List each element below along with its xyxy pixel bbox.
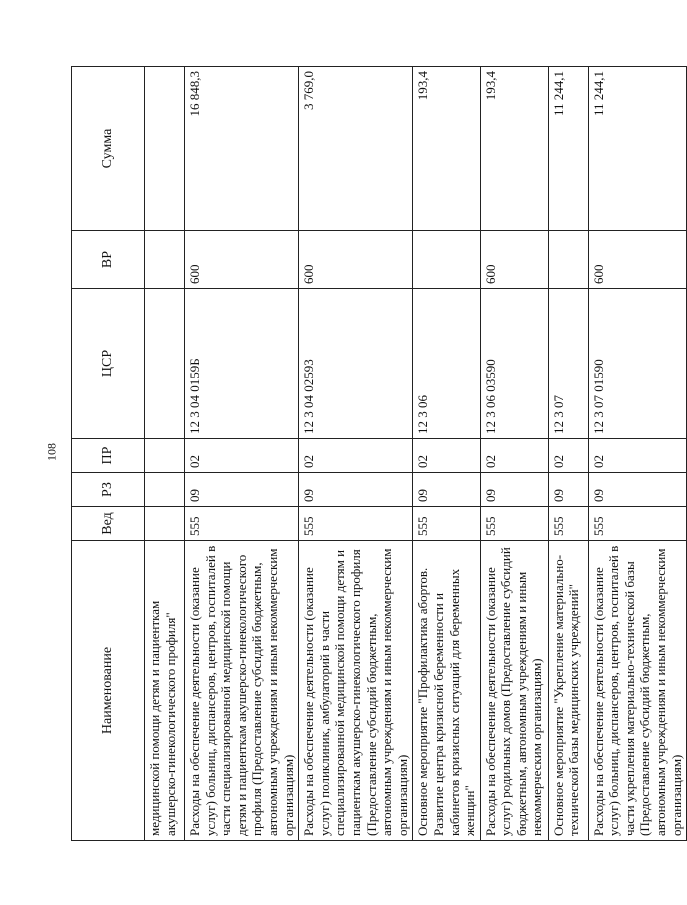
header-rz: РЗ [72, 473, 145, 507]
cell-csr: 12 3 07 01590 [588, 289, 687, 439]
header-vr: ВР [72, 231, 145, 289]
budget-table [71, 66, 687, 841]
cell-ved: 555 [413, 507, 480, 541]
cell-sum: 3 769,0 [299, 67, 413, 231]
cell-ved: 555 [480, 507, 548, 541]
cell-csr: 12 3 06 [413, 289, 480, 439]
cell-name: Расходы на обеспечение деятельности (оказание услуг) больниц, диспансеров, центров, госпиталей в части укрепления материально-технической базы (Предоставление субсидий бюджетным, автономным учреждениям и иным некоммерческим организациям) [588, 541, 687, 841]
table-row [185, 67, 299, 841]
table-row [413, 67, 480, 841]
cell-sum: 193,4 [480, 67, 548, 231]
cell-pr: 02 [413, 439, 480, 473]
cell-name: Основное мероприятие "Укрепление материально-технической базы медицинских учреждений" [548, 541, 588, 841]
cell-sum: 193,4 [413, 67, 480, 231]
cell-name: Основное мероприятие "Профилактика абортов. Развитие центра кризисной беременности и кабинетов кризисных ситуаций для беременных женщин" [413, 541, 480, 841]
header-row [72, 67, 145, 841]
cell-ved: 555 [299, 507, 413, 541]
cell-vr [413, 231, 480, 289]
cell-pr: 02 [548, 439, 588, 473]
cell-pr: 02 [299, 439, 413, 473]
cell-pr: 02 [185, 439, 299, 473]
header-pr: ПР [72, 439, 145, 473]
table-row [145, 67, 185, 841]
rotated-table-container [71, 66, 684, 841]
header-name: Наименование [72, 541, 145, 841]
cell-ved: 555 [185, 507, 299, 541]
cell-rz: 09 [588, 473, 687, 507]
cell-pr: 02 [480, 439, 548, 473]
table-row [588, 67, 687, 841]
table-row [480, 67, 548, 841]
cell-vr: 600 [185, 231, 299, 289]
cell-name: медицинской помощи детям и пациенткам акушерско-гинекологического профиля" [145, 541, 185, 841]
cell-sum: 11 244,1 [588, 67, 687, 231]
cell-csr: 12 3 04 02593 [299, 289, 413, 439]
cell-ved: 555 [588, 507, 687, 541]
cell-rz: 09 [185, 473, 299, 507]
cell-vr [548, 231, 588, 289]
cell-csr: 12 3 06 03590 [480, 289, 548, 439]
cell-rz: 09 [548, 473, 588, 507]
cell-pr [145, 439, 185, 473]
cell-vr: 600 [299, 231, 413, 289]
cell-csr [145, 289, 185, 439]
cell-name: Расходы на обеспечение деятельности (оказание услуг) родильных домов (Предоставление субсидий бюджетным, автономным учреждениям и иным некоммерческим организациям) [480, 541, 548, 841]
cell-rz: 09 [299, 473, 413, 507]
cell-ved [145, 507, 185, 541]
cell-pr: 02 [588, 439, 687, 473]
cell-ved: 555 [548, 507, 588, 541]
table-row [299, 67, 413, 841]
cell-csr: 12 3 04 0159Б [185, 289, 299, 439]
cell-rz [145, 473, 185, 507]
cell-rz: 09 [413, 473, 480, 507]
cell-sum: 16 848,3 [185, 67, 299, 231]
cell-vr: 600 [588, 231, 687, 289]
cell-csr: 12 3 07 [548, 289, 588, 439]
cell-rz: 09 [480, 473, 548, 507]
cell-vr [145, 231, 185, 289]
header-sum: Сумма [72, 67, 145, 231]
table-row [548, 67, 588, 841]
header-ved: Вед [72, 507, 145, 541]
cell-vr: 600 [480, 231, 548, 289]
header-csr: ЦСР [72, 289, 145, 439]
page-number: 108 [44, 443, 59, 461]
cell-sum [145, 67, 185, 231]
cell-name: Расходы на обеспечение деятельности (оказание услуг) поликлиник, амбулаторий в части специализированной медицинской помощи детям и пациенткам акушерско-гинекологического профиля (Предоставление субсидий бюджетным, автономным учреждениям и иным некоммерческим организациям) [299, 541, 413, 841]
cell-name: Расходы на обеспечение деятельности (оказание услуг) больниц, диспансеров, центров, госпиталей в части специализированной медицинской помощи детям и пациенткам акушерско-гинекологического профиля (Предоставление субсидий бюджетным, автономным учреждениям и иным некоммерческим организациям) [185, 541, 299, 841]
cell-sum: 11 244,1 [548, 67, 588, 231]
